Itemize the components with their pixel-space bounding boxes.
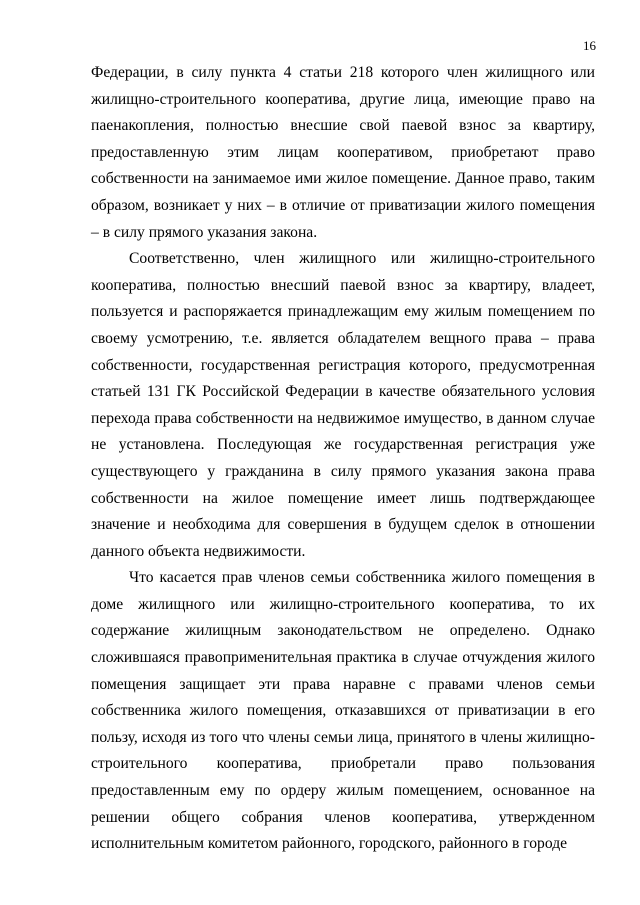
- paragraph: Соответственно, член жилищного или жилищно-строительного кооператива, полностью внесший паевой взнос за квартиру, владеет, пользуется и распоряжается принадлежащим ему жилым помещением по своему усмотрению, т.е. является обладателем вещного права – права собственности, государственная регистрация которого, предусмотренная статьей 131 ГК Российской Федерации в качестве обязательного условия перехода права собственности на недвижимое имущество, в данном случае не установлена. Последующая же государственная регистрация уже существующего у гражданина в силу прямого указания закона права собственности на жилое помещение имеет лишь подтверждающее значение и необходима для совершения в будущем сделок в отношении данного объекта недвижимости.: [91, 250, 595, 560]
- page-number: 16: [583, 38, 596, 53]
- paragraph-continuation: Федерации, в силу пункта 4 статьи 218 которого член жилищного или жилищно-строительного кооператива, другие лица, имеющие право на паенакопления, полностью внесшие свой паевой взнос за квартиру, предоставленную этим лицам кооперативом, приобретают право собственности на занимаемое ими жилое помещение. Данное право, таким образом, возникает у них – в отличие от приватизации жилого помещения – в силу прямого указания закона.: [91, 64, 595, 241]
- document-body: [91, 60, 595, 858]
- paragraph: Что касается прав членов семьи собственника жилого помещения в доме жилищного или жилищно-строительного кооператива, то их содержание жилищным законодательством не определено. Однако сложившаяся правоприменительная практика в случае отчуждения жилого помещения защищает эти права наравне с правами членов семьи собственника жилого помещения, отказавшихся от приватизации в его пользу, исходя из того что члены семьи лица, принятого в члены жилищно-строительного кооператива, приобретали право пользования предоставленным ему по ордеру жилым помещением, основанное на решении общего собрания членов кооператива, утвержденном исполнительным комитетом районного, городского, районного в городе: [91, 569, 595, 853]
